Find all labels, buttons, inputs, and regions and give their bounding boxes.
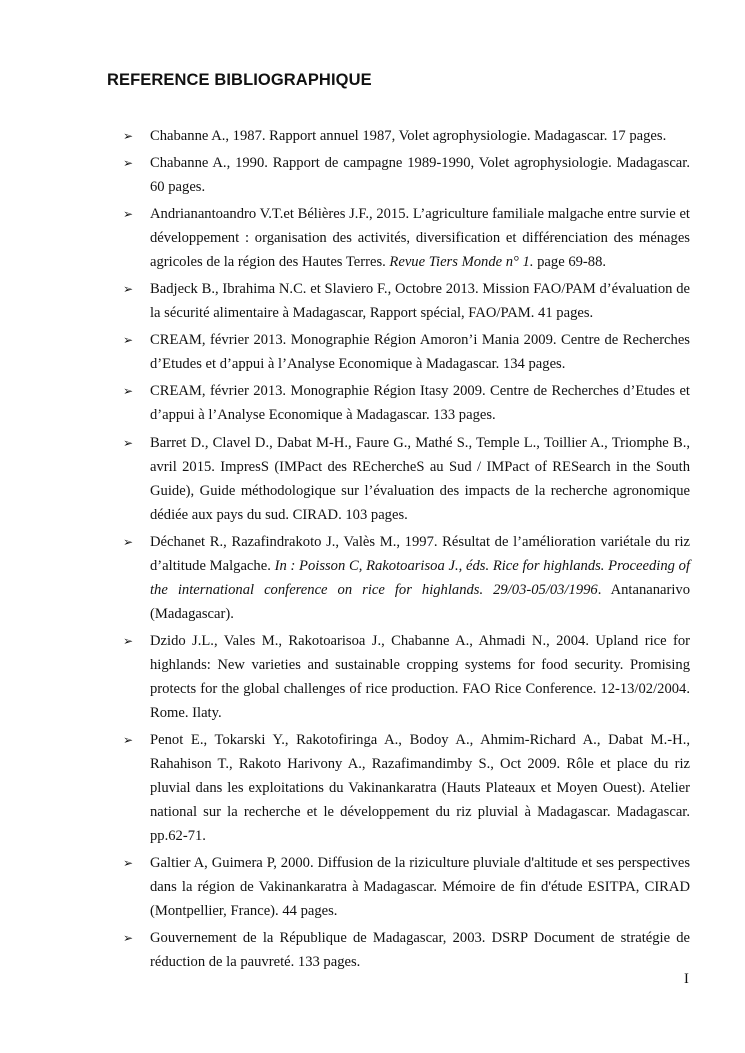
reference-text: CREAM, février 2013. Monographie Région Amoron’i Mania 2009. Centre de Recherches d’Etudes et d’appui à l’Analyse Economique à Madagascar. 134 pages. <box>150 332 690 373</box>
arrowhead-bullet-icon: ➢ <box>123 156 134 171</box>
arrowhead-bullet-icon: ➢ <box>123 282 134 297</box>
page-title: REFERENCE BIBLIOGRAPHIQUE <box>107 71 372 89</box>
reference-item <box>123 379 690 427</box>
arrowhead-bullet-icon: ➢ <box>123 207 134 222</box>
reference-text: Chabanne A., 1990. Rapport de campagne 1989-1990, Volet agrophysiologie. Madagascar. 60 pages. <box>150 155 690 196</box>
arrowhead-bullet-icon: ➢ <box>123 333 134 348</box>
reference-item <box>123 124 690 148</box>
reference-item <box>123 629 690 725</box>
arrowhead-bullet-icon: ➢ <box>123 633 134 648</box>
reference-item <box>123 728 690 848</box>
reference-text: Badjeck B., Ibrahima N.C. et Slaviero F., Octobre 2013. Mission FAO/PAM d’évaluation de la sécurité alimentaire à Madagascar, Rapport spécial, FAO/PAM. 41 pages. <box>150 281 690 322</box>
arrowhead-bullet-icon: ➢ <box>123 384 134 399</box>
reference-item <box>123 151 690 199</box>
reference-list <box>123 124 690 977</box>
reference-text: Penot E., Tokarski Y., Rakotofiringa A., Bodoy A., Ahmim-Richard A., Dabat M.-H., Rahahison T., Rakoto Harivony A., Razafimandimby S., Oct 2009. Rôle et place du riz pluvial dans les exploitations du Vakinankaratra (Hauts Plateaux et Moyen Ouest). Atelier national sur la recherche et le développement du riz pluvial à Madagascar. Madagascar. pp.62-71. <box>150 731 690 844</box>
arrowhead-bullet-icon: ➢ <box>123 732 134 747</box>
reference-text: Dzido J.L., Vales M., Rakotoarisoa J., Chabanne A., Ahmadi N., 2004. Upland rice for highlands: New varieties and sustainable cropping systems for food security. Promising protects for the global challenges of rice production. FAO Rice Conference. 12-13/02/2004. Rome. Ilaty. <box>150 632 690 721</box>
reference-text: Andrianantoandro V.T.et Bélières J.F., 2015. L’agriculture familiale malgache entre survie et développement : organisation des activités, diversification et différenciation des ménages agricoles de la région des Hautes Terres. <box>150 206 690 271</box>
reference-text: Déchanet R., Razafindrakoto J., Valès M., 1997. Résultat de l’amélioration variétale du riz d’altitude Malgache. <box>150 533 690 574</box>
arrowhead-bullet-icon: ➢ <box>123 435 134 450</box>
arrowhead-bullet-icon: ➢ <box>123 931 134 946</box>
reference-item <box>123 431 690 527</box>
arrowhead-bullet-icon: ➢ <box>123 534 134 549</box>
reference-text: . Antananarivo (Madagascar). <box>150 581 690 622</box>
reference-item <box>123 851 690 923</box>
arrowhead-bullet-icon: ➢ <box>123 129 134 143</box>
reference-item <box>123 202 690 274</box>
reference-italic-part: Revue Tiers Monde n° 1. <box>389 254 534 271</box>
reference-text: Chabanne A., 1987. Rapport annuel 1987, Volet agrophysiologie. Madagascar. 17 pages. <box>150 128 667 144</box>
reference-text: Galtier A, Guimera P, 2000. Diffusion de la riziculture pluviale d'altitude et ses perspectives dans la région de Vakinankaratra à Madagascar. Mémoire de fin d'étude ESITPA, CIRAD (Montpellier, France). 44 pages. <box>150 854 690 919</box>
reference-text: Barret D., Clavel D., Dabat M-H., Faure G., Mathé S., Temple L., Toillier A., Triomphe B., avril 2015. ImpresS (IMPact des REchercheS au Sud / IMPact of RESearch in the South Guide), Guide méthodologique sur l’évaluation des impacts de la recherche agronomique dédiée aux pays du sud. CIRAD. 103 pages. <box>150 434 690 523</box>
reference-italic-part: In : Poisson C, Rakotoarisoa J., éds. Rice for highlands. Proceeding of the international conference on rice for highlands. 29/03-05/03/1996 <box>150 557 690 598</box>
reference-text: Gouvernement de la République de Madagascar, 2003. DSRP Document de stratégie de réduction de la pauvreté. 133 pages. <box>150 930 690 971</box>
reference-text: page 69-88. <box>533 254 607 271</box>
reference-item <box>123 926 690 974</box>
reference-item <box>123 328 690 376</box>
reference-item <box>123 277 690 325</box>
reference-text: CREAM, février 2013. Monographie Région Itasy 2009. Centre de Recherches d’Etudes et d’appui à l’Analyse Economique à Madagascar. 133 pages. <box>150 383 690 424</box>
page-number: I <box>684 971 689 987</box>
reference-item <box>123 530 690 626</box>
arrowhead-bullet-icon: ➢ <box>123 855 134 870</box>
